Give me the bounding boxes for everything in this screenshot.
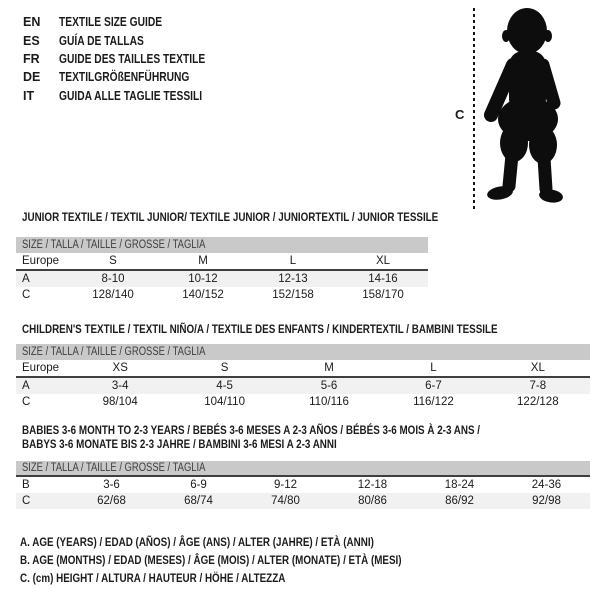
row-label: A bbox=[22, 380, 30, 392]
value-cell: 68/74 bbox=[184, 495, 213, 507]
value-cell: 24-36 bbox=[531, 479, 562, 491]
lang-row-it bbox=[23, 87, 237, 105]
row-label: Europe bbox=[22, 362, 60, 374]
lang-code: EN bbox=[23, 15, 41, 30]
value-cell: 86/92 bbox=[445, 495, 474, 507]
value-cell: 7-8 bbox=[529, 380, 547, 392]
value-cell: 158/170 bbox=[362, 289, 404, 301]
children-table-title bbox=[22, 323, 600, 337]
size-cell: XL bbox=[375, 255, 391, 267]
value-cell: 92/98 bbox=[532, 495, 561, 507]
language-title-list bbox=[23, 13, 237, 105]
value-cell: 3-4 bbox=[111, 380, 129, 392]
footnote-c-text: C. (cm) HEIGHT / ALTURA / HAUTEUR / HÖHE / ALTEZZA bbox=[20, 571, 286, 586]
value-cell: 12-13 bbox=[278, 273, 308, 285]
value-cell: 104/110 bbox=[204, 396, 245, 408]
value-cell: 3-6 bbox=[103, 479, 120, 491]
value-cell: 8-10 bbox=[101, 273, 125, 285]
row-label: C bbox=[22, 289, 31, 301]
footnote-b-text: B. AGE (MONTHS) / EDAD (MESES) / ÂGE (MOIS) / ALTER (MONATE) / ETÀ (MESI) bbox=[20, 553, 402, 568]
value-cell: 128/140 bbox=[92, 289, 134, 301]
size-header-text: SIZE / TALLA / TAILLE / GRÖSSE / TAGLIA bbox=[22, 346, 206, 358]
babies-table-title-line1: BABIES 3-6 MONTH TO 2-3 YEARS / BEBÉS 3-6 MESES A 2-3 AÑOS / BÉBÉS 3-6 MOIS À 2-3 ANS / bbox=[22, 423, 481, 437]
size-header-text: SIZE / TALLA / TAILLE / GRÖSSE / TAGLIA bbox=[22, 239, 206, 251]
size-cell: L bbox=[430, 362, 437, 374]
value-cell: 98/104 bbox=[102, 396, 138, 408]
footnote-a-text: A. AGE (YEARS) / EDAD (AÑOS) / ÂGE (ANS) / ALTER (JAHRE) / ETÀ (ANNI) bbox=[20, 535, 374, 550]
footnote-b bbox=[20, 551, 485, 569]
lang-title: TEXTILE SIZE GUIDE bbox=[59, 15, 163, 30]
table-row-c bbox=[16, 287, 428, 303]
size-cell: M bbox=[198, 255, 208, 267]
value-cell: 152/158 bbox=[272, 289, 314, 301]
lang-row-fr bbox=[23, 50, 237, 68]
height-dashed-line bbox=[473, 8, 475, 210]
babies-size-table bbox=[16, 461, 590, 509]
value-cell: 80/86 bbox=[358, 495, 387, 507]
lang-code: DE bbox=[23, 70, 41, 85]
value-cell: 74/80 bbox=[271, 495, 300, 507]
footnote-legend bbox=[20, 533, 485, 588]
footnote-a bbox=[20, 533, 485, 551]
value-cell: 122/128 bbox=[517, 396, 559, 408]
value-cell: 140/152 bbox=[182, 289, 224, 301]
table-row-europe bbox=[16, 360, 590, 378]
lang-row-en bbox=[23, 13, 237, 31]
value-cell: 6-9 bbox=[190, 479, 207, 491]
lang-title: GUIDE DES TAILLES TEXTILE bbox=[59, 51, 206, 66]
row-label: B bbox=[22, 479, 30, 491]
junior-size-table bbox=[16, 237, 428, 303]
value-cell: 10-12 bbox=[188, 273, 218, 285]
size-header-bar bbox=[16, 344, 590, 360]
value-cell: 62/68 bbox=[97, 495, 126, 507]
lang-title: GUÍA DE TALLAS bbox=[59, 33, 144, 48]
size-cell: XS bbox=[112, 362, 128, 374]
row-label: A bbox=[22, 273, 30, 285]
table-row-a bbox=[16, 378, 590, 394]
lang-row-es bbox=[23, 31, 237, 49]
size-header-bar bbox=[16, 237, 428, 253]
height-measure-label: C bbox=[455, 107, 465, 122]
size-cell: M bbox=[324, 362, 334, 374]
size-cell: L bbox=[289, 255, 297, 267]
value-cell: 14-16 bbox=[368, 273, 398, 285]
value-cell: 110/116 bbox=[309, 396, 349, 408]
babies-table-title bbox=[22, 424, 581, 451]
value-cell: 5-6 bbox=[320, 380, 338, 392]
lang-title: GUIDA ALLE TAGLIE TESSILI bbox=[59, 88, 203, 103]
junior-table-title-text: JUNIOR TEXTILE / TEXTIL JUNIOR/ TEXTILE JUNIOR / JUNIORTEXTIL / JUNIOR TESSILE bbox=[22, 210, 439, 224]
size-header-bar bbox=[16, 461, 590, 477]
lang-row-de bbox=[23, 68, 237, 86]
table-row-c bbox=[16, 493, 590, 509]
lang-code: ES bbox=[23, 33, 40, 48]
children-table-title-text: CHILDREN'S TEXTILE / TEXTIL NIÑO/A / TEXTILE DES ENFANTS / KINDERTEXTIL / BAMBINI TESSILE bbox=[22, 322, 498, 336]
size-cell: S bbox=[109, 255, 117, 267]
size-cell: XL bbox=[530, 362, 545, 374]
row-label: Europe bbox=[22, 255, 60, 267]
table-row-c bbox=[16, 394, 590, 410]
value-cell: 9-12 bbox=[273, 479, 298, 491]
junior-table-title bbox=[22, 211, 530, 225]
table-row-b bbox=[16, 477, 590, 493]
lang-code: IT bbox=[23, 88, 35, 103]
babies-table-title-line2: BABYS 3-6 MONATE BIS 2-3 JAHRE / BAMBINI 3-6 MESI A 2-3 ANNI bbox=[22, 436, 337, 451]
lang-code: FR bbox=[23, 51, 40, 66]
size-cell: S bbox=[220, 362, 229, 374]
value-cell: 4-5 bbox=[216, 380, 233, 392]
value-cell: 6-7 bbox=[425, 380, 442, 392]
value-cell: 18-24 bbox=[444, 479, 475, 491]
size-header-text: SIZE / TALLA / TAILLE / GRÖSSE / TAGLIA bbox=[22, 462, 206, 474]
children-size-table bbox=[16, 344, 590, 410]
table-row-a bbox=[16, 271, 428, 287]
value-cell: 12-18 bbox=[357, 479, 388, 491]
footnote-c bbox=[20, 569, 485, 587]
lang-title: TEXTILGRÖßENFÜHRUNG bbox=[59, 70, 190, 85]
value-cell: 116/122 bbox=[413, 396, 454, 408]
baby-silhouette-icon bbox=[481, 5, 565, 205]
table-row-europe bbox=[16, 253, 428, 271]
row-label: C bbox=[22, 495, 31, 507]
row-label: C bbox=[22, 396, 31, 408]
